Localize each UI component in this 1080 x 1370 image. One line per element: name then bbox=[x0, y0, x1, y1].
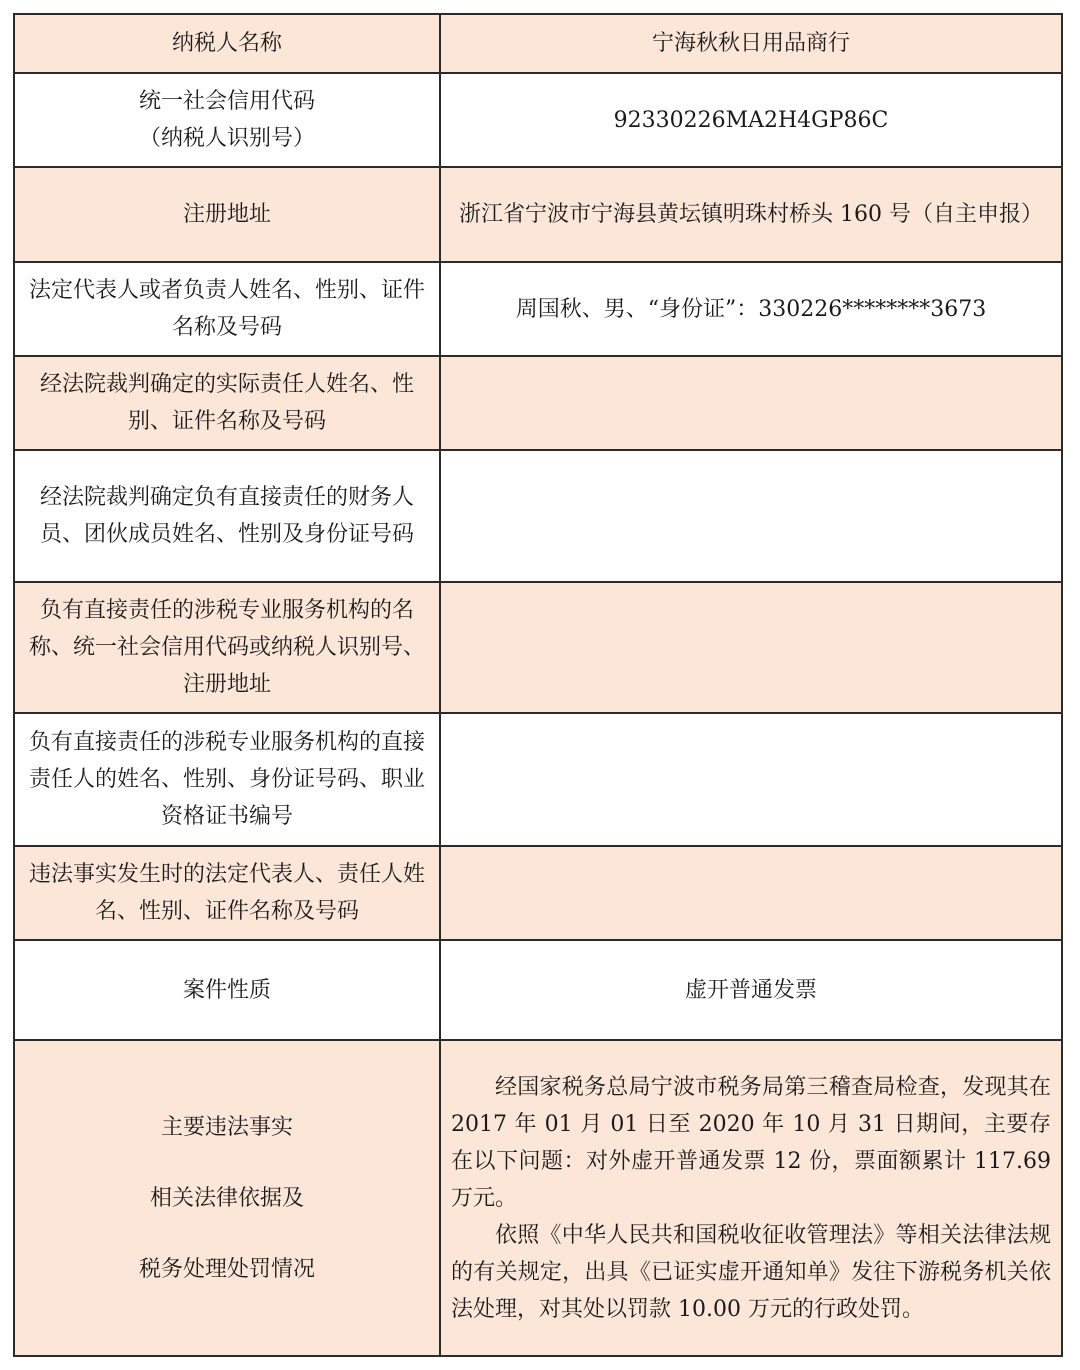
row-label: 注册地址 bbox=[14, 167, 440, 262]
table-row bbox=[14, 582, 1062, 713]
taxpayer-info-table bbox=[13, 13, 1063, 1357]
tax-info-table-container bbox=[13, 13, 1063, 1357]
row-label: 案件性质 bbox=[14, 940, 440, 1040]
row-label: 经法院裁判确定的实际责任人姓名、性别、证件名称及号码 bbox=[14, 356, 440, 450]
row-value: 周国秋、男、“身份证”：330226********3673 bbox=[440, 262, 1062, 356]
row-value bbox=[440, 356, 1062, 450]
table-row bbox=[14, 262, 1062, 356]
facts-paragraph: 经国家税务总局宁波市税务局第三稽查局检查，发现其在 2017 年 01 月 01 日至 2020 年 10 月 31 日期间，主要存在以下问题：对外虚开普通发票 12 份，票面额累计 117.69 万元。 bbox=[451, 1074, 1051, 1211]
row-value bbox=[440, 582, 1062, 713]
row-value bbox=[440, 450, 1062, 582]
facts-row-content bbox=[440, 1040, 1062, 1356]
facts-row bbox=[14, 1040, 1062, 1356]
table-row bbox=[14, 356, 1062, 450]
table-row bbox=[14, 450, 1062, 582]
row-value bbox=[440, 846, 1062, 940]
row-value: 92330226MA2H4GP86C bbox=[440, 73, 1062, 167]
row-label: 负有直接责任的涉税专业服务机构的名称、统一社会信用代码或纳税人识别号、注册地址 bbox=[14, 582, 440, 713]
penalty-paragraph: 依照《中华人民共和国税收征收管理法》等相关法律法规的有关规定，出具《已证实虚开通知单》发往下游税务机关依法处理，对其处以罚款 10.00 万元的行政处罚。 bbox=[451, 1222, 1051, 1322]
row-label: 纳税人名称 bbox=[14, 14, 440, 73]
table-row bbox=[14, 14, 1062, 73]
row-label: 统一社会信用代码 （纳税人识别号） bbox=[14, 73, 440, 167]
row-label: 经法院裁判确定负有直接责任的财务人员、团伙成员姓名、性别及身份证号码 bbox=[14, 450, 440, 582]
row-value: 浙江省宁波市宁海县黄坛镇明珠村桥头 160 号（自主申报） bbox=[440, 167, 1062, 262]
table-row bbox=[14, 73, 1062, 167]
row-value: 虚开普通发票 bbox=[440, 940, 1062, 1040]
row-value: 宁海秋秋日用品商行 bbox=[440, 14, 1062, 73]
facts-row-label: 主要违法事实 相关法律依据及 税务处理处罚情况 bbox=[14, 1040, 440, 1356]
table-row bbox=[14, 940, 1062, 1040]
table-row bbox=[14, 167, 1062, 262]
table-row bbox=[14, 846, 1062, 940]
row-label: 法定代表人或者负责人姓名、性别、证件名称及号码 bbox=[14, 262, 440, 356]
table-row bbox=[14, 713, 1062, 846]
row-label: 违法事实发生时的法定代表人、责任人姓名、性别、证件名称及号码 bbox=[14, 846, 440, 940]
row-label: 负有直接责任的涉税专业服务机构的直接责任人的姓名、性别、身份证号码、职业资格证书编号 bbox=[14, 713, 440, 846]
row-value bbox=[440, 713, 1062, 846]
